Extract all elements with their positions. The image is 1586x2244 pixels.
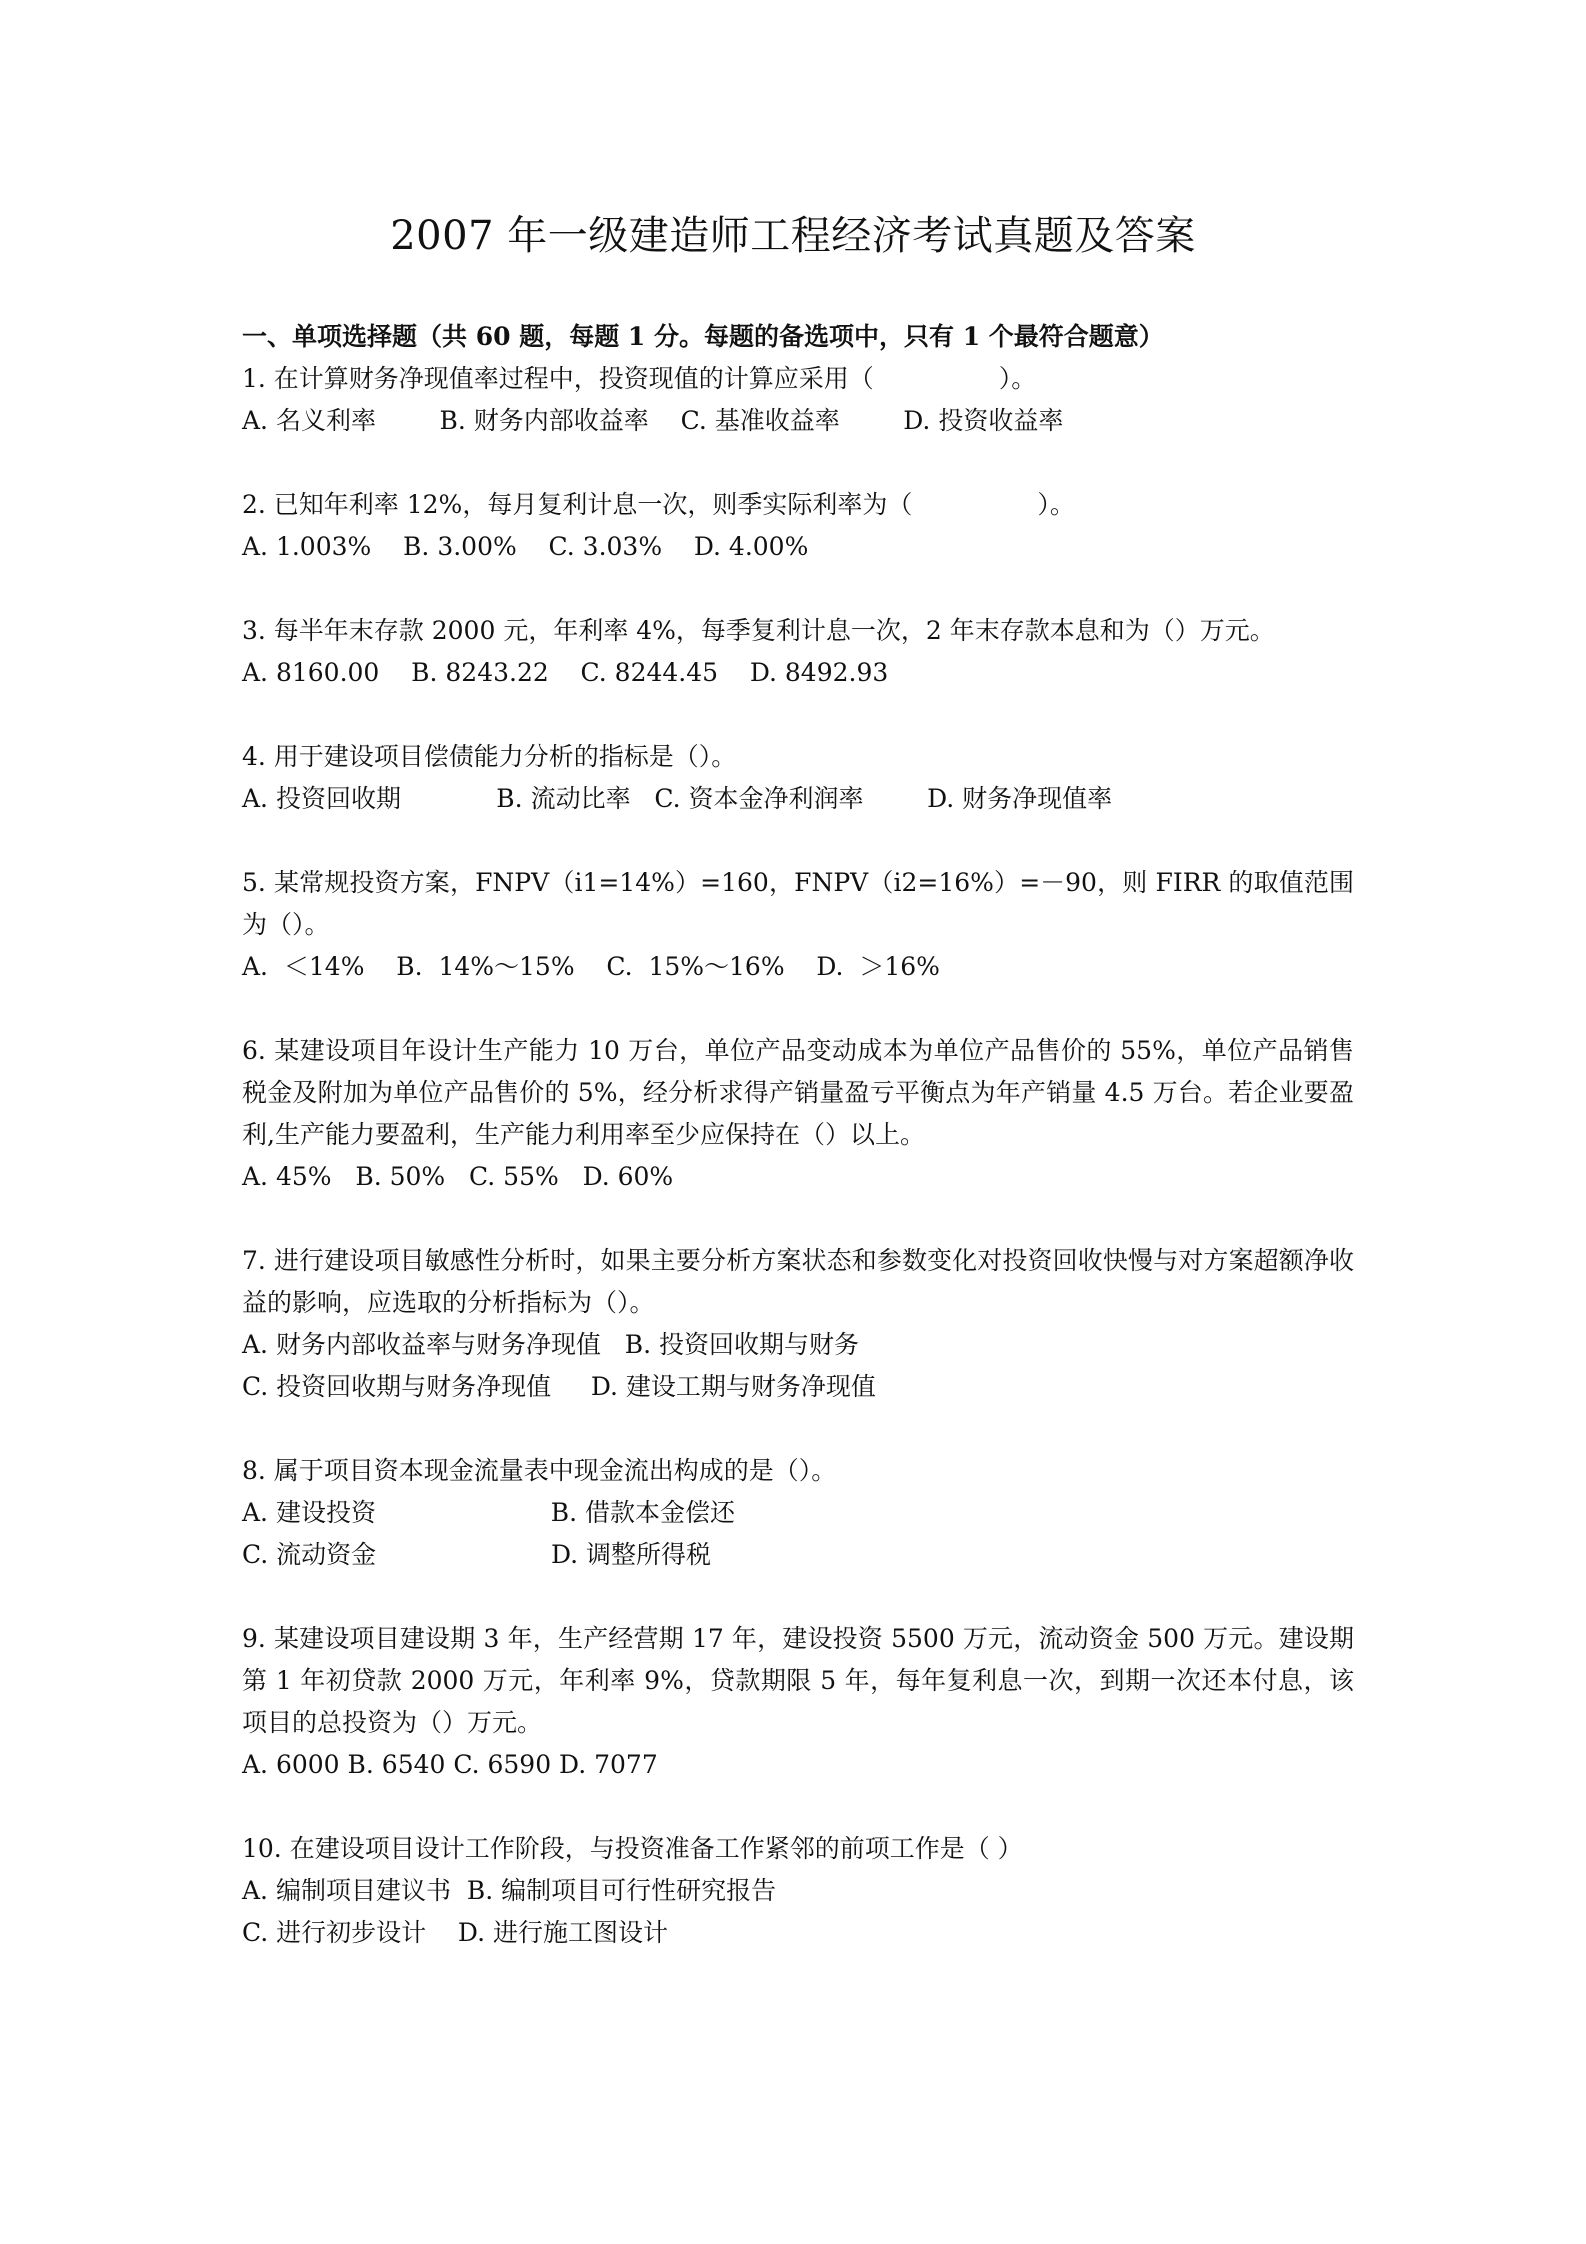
- question-options: A. 名义利率 B. 财务内部收益率 C. 基准收益率 D. 投资收益率: [242, 406, 1064, 435]
- question-text: 8. 属于项目资本现金流量表中现金流出构成的是（）。: [242, 1456, 837, 1485]
- question-options: C. 流动资金 D. 调整所得税: [242, 1540, 712, 1569]
- question-text: 3. 每半年末存款 2000 元，年利率 4%，每季复利计息一次，2 年末存款本息和为（）万元。: [242, 616, 1275, 645]
- section-heading: 一、单项选择题（共 60 题，每题 1 分。每题的备选项中，只有 1 个最符合题意）: [242, 322, 1164, 351]
- question-8: [242, 1450, 1354, 1576]
- question-text: 10. 在建设项目设计工作阶段，与投资准备工作紧邻的前项工作是（ ）: [242, 1834, 1023, 1863]
- question-options: A. 45% B. 50% C. 55% D. 60%: [242, 1162, 674, 1191]
- question-options: C. 投资回收期与财务净现值 D. 建设工期与财务净现值: [242, 1372, 876, 1401]
- document-title: 2007 年一级建造师工程经济考试真题及答案: [390, 213, 1196, 259]
- question-options: C. 进行初步设计 D. 进行施工图设计: [242, 1918, 668, 1947]
- question-text: 9. 某建设项目建设期 3 年，生产经营期 17 年，建设投资 5500 万元，流动资金 500 万元。建设期第 1 年初贷款 2000 万元，年利率 9%，贷款期限 5 年，每年复利息一次，到期一次还本付息，该项目的总投资为（）万元。: [242, 1624, 1354, 1737]
- question-3: [242, 610, 1354, 694]
- question-options: A. ＜14% B. 14%～15% C. 15%～16% D. ＞16%: [242, 952, 940, 981]
- question-options: A. 建设投资 B. 借款本金偿还: [242, 1498, 736, 1527]
- question-4: [242, 736, 1354, 820]
- question-10: [242, 1828, 1354, 1954]
- question-text: 1. 在计算财务净现值率过程中，投资现值的计算应采用（ ）。: [242, 364, 1037, 393]
- question-text: 7. 进行建设项目敏感性分析时，如果主要分析方案状态和参数变化对投资回收快慢与对方案超额净收益的影响，应选取的分析指标为（）。: [242, 1246, 1354, 1317]
- question-options: A. 1.003% B. 3.00% C. 3.03% D. 4.00%: [242, 532, 809, 561]
- question-5: [242, 862, 1354, 988]
- question-1: [242, 358, 1354, 442]
- question-options: A. 编制项目建议书 B. 编制项目可行性研究报告: [242, 1876, 777, 1905]
- question-text: 5. 某常规投资方案，FNPV（i1=14%）=160，FNPV（i2=16%）=－90，则 FIRR 的取值范围为（）。: [242, 868, 1354, 939]
- question-7: [242, 1240, 1354, 1408]
- question-options: A. 投资回收期 B. 流动比率 C. 资本金净利润率 D. 财务净现值率: [242, 784, 1113, 813]
- question-options: A. 8160.00 B. 8243.22 C. 8244.45 D. 8492.93: [242, 658, 889, 687]
- question-options: A. 6000 B. 6540 C. 6590 D. 7077: [242, 1750, 658, 1779]
- question-text: 6. 某建设项目年设计生产能力 10 万台，单位产品变动成本为单位产品售价的 55%，单位产品销售税金及附加为单位产品售价的 5%，经分析求得产销量盈亏平衡点为年产销量 4.5 万台。若企业要盈利,生产能力要盈利，生产能力利用率至少应保持在（）以上。: [242, 1036, 1354, 1149]
- question-options: A. 财务内部收益率与财务净现值 B. 投资回收期与财务: [242, 1330, 860, 1359]
- question-text: 4. 用于建设项目偿债能力分析的指标是（）。: [242, 742, 737, 771]
- document-body: [242, 316, 1354, 1954]
- question-2: [242, 484, 1354, 568]
- question-6: [242, 1030, 1354, 1198]
- question-9: [242, 1618, 1354, 1786]
- question-text: 2. 已知年利率 12%，每月复利计息一次，则季实际利率为（ ）。: [242, 490, 1075, 519]
